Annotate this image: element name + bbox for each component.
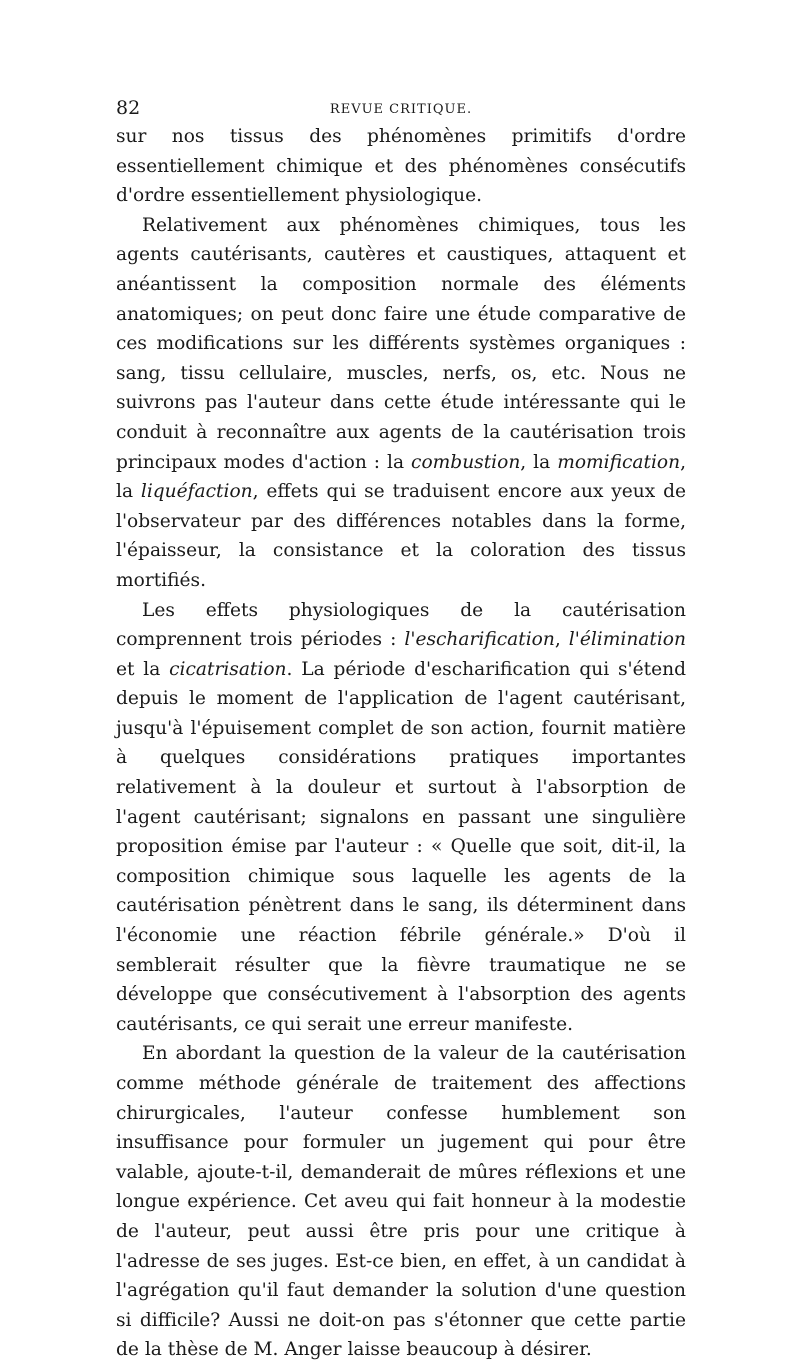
text-segment: sur nos tissus des phénomènes primitifs d'ordre essentiellement chimique et des phénomènes consécutifs d'ordre essentiellement physiologique.	[116, 126, 686, 207]
text-segment: , effets qui se traduisent encore aux yeux de l'observateur par des différences notables dans la forme, l'épaisseur, la consistance et la coloration des tissus mortifiés.	[116, 481, 686, 591]
text-segment: , la	[520, 451, 558, 473]
text-segment: . La période d'escharification qui s'étend depuis le moment de l'application de l'agent cautérisant, jusqu'à l'épuisement complet de son action, fournit matière à quelques considérations pratiques importantes relativement à la douleur et surtout à l'absorption de l'agent cautérisant; signalons en passant une singulière proposition émise par l'auteur : « Quelle que soit, dit-il, la composition chimique sous laquelle les agents de la cautérisation pénètrent dans le sang, ils déterminent dans l'économie une réaction fébrile générale.» D'où il semblerait résulter que la fièvre traumatique ne se développe que consécutivement à l'absorption des agents cautérisants, ce qui serait une erreur manifeste.	[116, 658, 686, 1035]
text-segment: , la	[116, 451, 687, 503]
text-segment: et la	[116, 658, 170, 680]
paragraph-2	[116, 211, 686, 596]
italic-term-momification: momification	[557, 451, 681, 473]
text-segment: Relativement aux phénomènes chimiques, tous les agents cautérisants, cautères et caustiques, attaquent et anéantissent la composition normale des éléments anatomiques; on peut donc faire une étude comparative de ces modifications sur les différents systèmes organiques : sang, tissu cellulaire, muscles, nerfs, os, etc. Nous ne suivrons pas l'auteur dans cette étude intéressante qui le conduit à reconnaître aux agents de la cautérisation trois principaux modes d'action : la	[116, 214, 686, 473]
text-segment: Les effets physiologiques de la cautérisation comprennent trois périodes :	[116, 599, 686, 651]
text-segment: ,	[554, 629, 569, 651]
running-head: REVUE CRITIQUE.	[329, 102, 473, 117]
italic-term-liquefaction: liquéfaction	[140, 481, 253, 503]
paragraph-4	[116, 1039, 686, 1365]
paragraph-3	[116, 596, 686, 1040]
italic-term-combustion: combustion	[411, 451, 521, 473]
page	[116, 96, 686, 1365]
paragraph-1	[116, 122, 686, 211]
text-segment: En abordant la question de la valeur de la cautérisation comme méthode générale de traitement des affections chirurgicales, l'auteur confesse humblement son insuffisance pour formuler un jugement qui pour être valable, ajoute-t-il, demanderait de mûres réflexions et une longue expérience. Cet aveu qui fait honneur à la modestie de l'auteur, peut aussi être pris pour une critique à l'adresse de ses juges. Est-ce bien, en effet, à un candidat à l'agrégation qu'il faut demander la solution d'une question si difficile? Aussi ne doit-on pas s'étonner que cette partie de la thèse de M. Anger laisse beaucoup à désirer.	[116, 1043, 686, 1361]
italic-term-escharification: l'escharification	[404, 629, 555, 651]
page-header	[116, 96, 686, 120]
italic-term-cicatrisation: cicatrisation	[169, 658, 287, 680]
page-number: 82	[116, 97, 141, 119]
body-text	[116, 122, 686, 1365]
italic-term-elimination: l'élimination	[568, 629, 686, 651]
